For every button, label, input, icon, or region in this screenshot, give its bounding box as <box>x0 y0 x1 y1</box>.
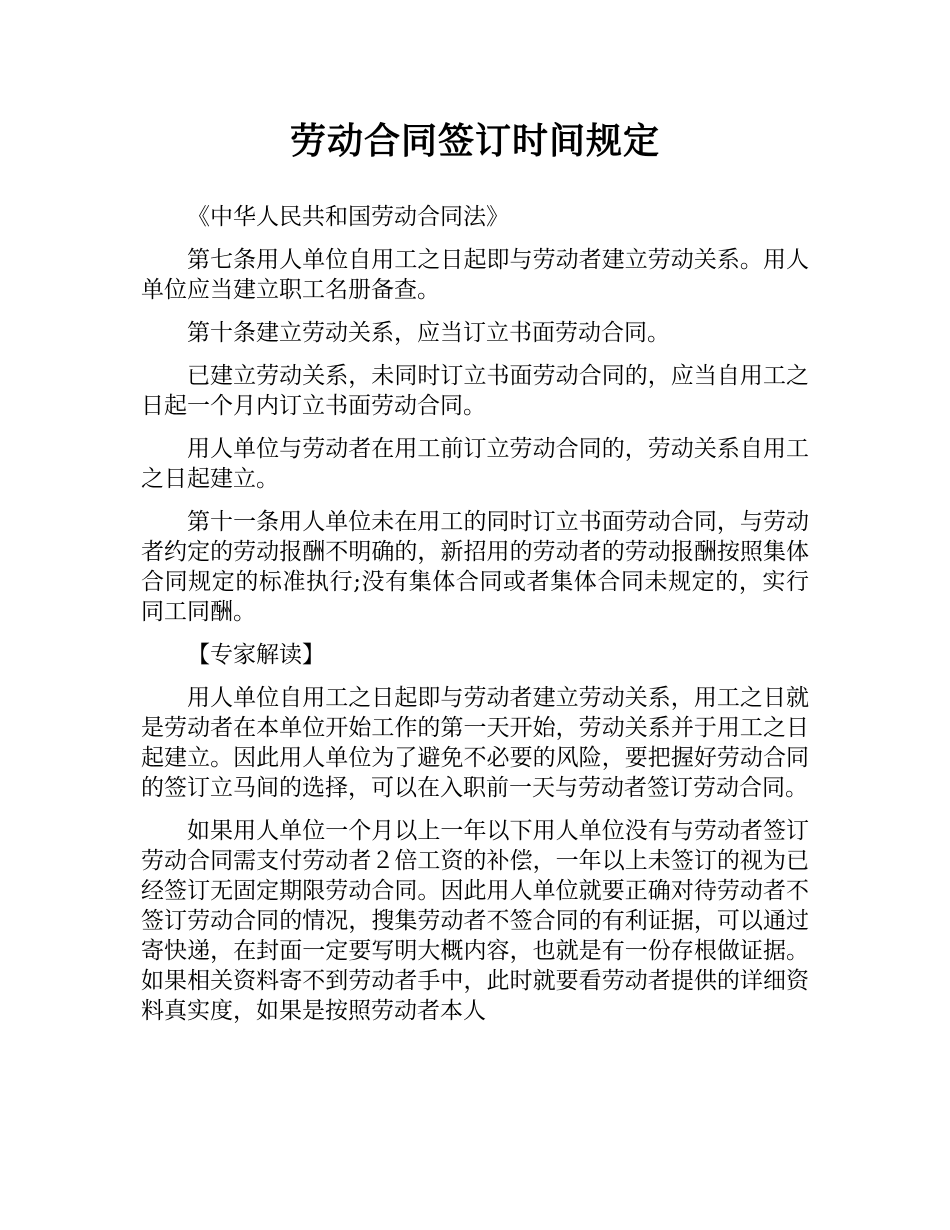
paragraph-article-7: 第七条用人单位自用工之日起即与劳动者建立劳动关系。用人单位应当建立职工名册备查。 <box>141 247 809 303</box>
paragraph-article-11: 第十一条用人单位未在用工的同时订立书面劳动合同，与劳动者约定的劳动报酬不明确的，新招用的劳动者的劳动报酬按照集体合同规定的标准执行;没有集体合同或者集体合同未规定的，实行同工同酬。 <box>141 509 809 625</box>
paragraph-law-title: 《中华人民共和国劳动合同法》 <box>187 204 509 230</box>
document-body <box>141 202 809 1039</box>
paragraph-expert-2: 如果用人单位一个月以上一年以下用人单位没有与劳动者签订劳动合同需支付劳动者２倍工资的补偿，一年以上未签订的视为已经签订无固定期限劳动合同。因此用人单位就要正确对待劳动者不签订劳动合同的情况，搜集劳动者不签合同的有利证据，可以通过寄快递，在封面一定要写明大概内容，也就是有一份存根做证据。如果相关资料寄不到劳动者手中，此时就要看劳动者提供的详细资料真实度，如果是按照劳动者本人 <box>141 818 809 1024</box>
section-heading-expert: 【专家解读】 <box>187 642 325 668</box>
paragraph-article-10: 第十条建立劳动关系，应当订立书面劳动合同。 <box>187 320 670 346</box>
paragraph-article-10-clause-3: 用人单位与劳动者在用工前订立劳动合同的，劳动关系自用工之日起建立。 <box>141 436 809 492</box>
page-title: 劳动合同签订时间规定 <box>289 121 660 162</box>
paragraph-expert-1: 用人单位自用工之日起即与劳动者建立劳动关系，用工之日就是劳动者在本单位开始工作的第一天开始，劳动关系并于用工之日起建立。因此用人单位为了避免不必要的风险，要把握好劳动合同的签订立马间的选择，可以在入职前一天与劳动者签订劳动合同。 <box>141 685 809 801</box>
paragraph-article-10-clause-2: 已建立劳动关系，未同时订立书面劳动合同的，应当自用工之日起一个月内订立书面劳动合同。 <box>141 363 809 419</box>
